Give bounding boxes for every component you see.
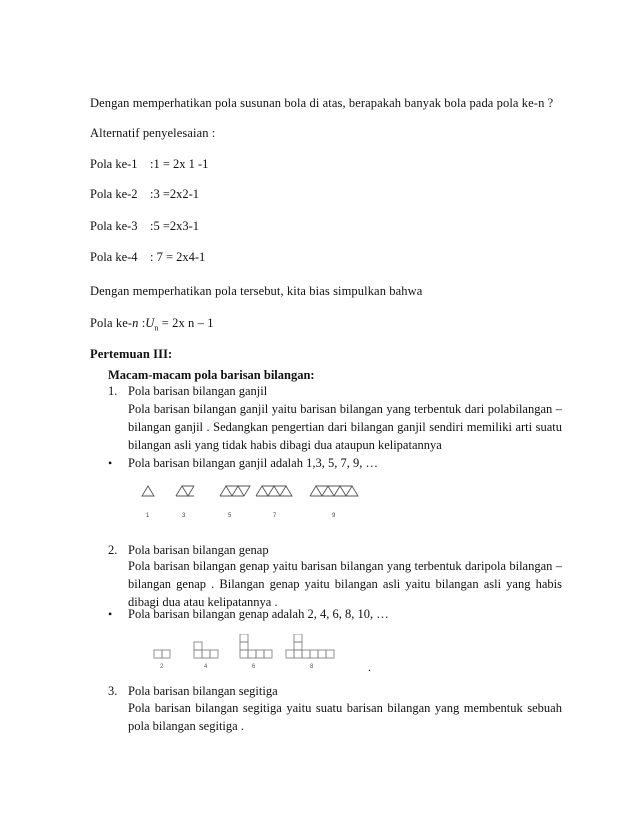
square-shape-4b [194,650,202,658]
list-item-3-body [128,699,562,735]
formula-subscript: n [154,323,159,333]
square-shape-6b [240,642,248,650]
bullet-text: Pola barisan bilangan ganjil adalah 1,3, 5, 7, 9, … [128,456,378,470]
figure-label-4: 4 [204,664,208,670]
pattern-label: Pola ke-1 [90,157,138,171]
triangle-shape-5 [220,486,244,496]
general-formula [90,316,214,333]
bullet-dot: • [108,607,113,621]
triangle-shape-3 [176,486,194,496]
formula-u: U [145,316,155,330]
conclusion-text: Dengan memperhatikan pola tersebut, kita bias simpulkan bahwa [90,284,423,298]
square-shape-2b [162,650,170,658]
figure-label-8: 8 [310,664,314,670]
odd-pattern-figure [140,484,370,522]
alternative-solution-heading: Alternatif penyelesaian : [90,126,216,140]
body-line: Pola barisan bilangan genap yaitu barisan bilangan yang terbentuk daripola bilangan – [128,559,562,573]
triangle-shape-1 [142,486,154,496]
body-line: Pola barisan bilangan ganjil yaitu barisan bilangan yang terbentuk dari polabilangan – [128,402,562,416]
trailing-dot: . [368,660,371,674]
square-shape-8d [302,650,310,658]
square-shape-6e [256,650,264,658]
square-shape-8b [294,642,302,650]
square-shape-4d [210,650,218,658]
list-title: Pola barisan bilangan ganjil [128,384,268,398]
square-shape-6c [240,650,248,658]
square-shape-4a [194,642,202,650]
list-item-2-title [108,543,269,558]
section-heading: Macam-macam pola barisan bilangan: [108,368,315,382]
figure-label-2: 2 [160,664,164,670]
square-shape-6d [248,650,256,658]
pattern-label: Pola ke-4 [90,250,138,264]
square-shape-4c [202,650,210,658]
pattern-value: :5 =2x3-1 [150,219,200,233]
square-shape-8e [310,650,318,658]
formula-prefix: Pola ke- [90,316,133,330]
list-item-2-body [128,557,562,611]
bullet-dot: • [108,456,113,470]
body-line: bilangan asli yang tidak habis dibagi dua ataupun kelipatannya [128,438,442,452]
square-shape-6a [240,634,248,642]
square-shape-8g [326,650,334,658]
square-shape-8a [294,634,302,642]
pattern-row-4 [90,250,205,265]
triangle-shape-5b [238,486,250,496]
figure-label-5: 5 [228,513,232,519]
list-item-1-body [128,400,562,454]
figure-label-6: 6 [252,664,256,670]
square-shape-8c [294,650,302,658]
formula-rest: = 2x n – 1 [158,316,214,330]
pattern-row-1 [90,157,208,172]
intro-question: Dengan memperhatikan pola susunan bola di atas, berapakah banyak bola pada pola ke-n ? [90,96,554,110]
bullet-text: Pola barisan bilangan genap adalah 2, 4, 6, 8, 10, … [128,607,389,621]
body-line: Pola barisan bilangan segitiga yaitu suatu barisan bilangan yang membentuk sebuah [128,701,562,715]
body-line: bilangan ganjil . Sedangkan pengertian dari bilangan ganjil sendiri memiliki arti suatu [128,420,562,434]
square-shape-6f [264,650,272,658]
list-item-1-title [108,384,267,399]
pattern-label: Pola ke-3 [90,219,138,233]
even-pattern-figure [148,634,348,674]
pattern-row-3 [90,219,199,234]
body-line: bilangan genap . Bilangan genap yaitu bilangan asli yaitu bilangan asli yang habis [128,577,562,591]
square-shape-8f [318,650,326,658]
meeting-heading: Pertemuan III: [90,347,173,361]
formula-colon: : [138,316,146,330]
list-title: Pola barisan bilangan genap [128,543,269,557]
list-item-3-title [108,684,278,699]
list-number: 2. [108,543,118,557]
triangle-shape-9 [310,486,358,496]
pattern-value: :3 =2x2-1 [150,187,200,201]
body-line: dibagi dua atau kelipatannya . [128,595,278,609]
pattern-value: : 7 = 2x4-1 [150,250,206,264]
list-item-1-bullet [108,456,378,471]
list-number: 1. [108,384,118,398]
square-shape-8h [286,650,294,658]
list-title: Pola barisan bilangan segitiga [128,684,278,698]
figure-label-9: 9 [332,513,336,519]
square-shape-2a [154,650,162,658]
figure-label-7: 7 [273,513,277,519]
pattern-label: Pola ke-2 [90,187,138,201]
formula-n: n [132,316,139,330]
triangle-shape-7 [256,486,292,496]
list-item-2-bullet [108,607,389,622]
pattern-value: :1 = 2x 1 -1 [150,157,209,171]
pattern-row-2 [90,187,199,202]
body-line: pola bilangan segitiga . [128,719,244,733]
figure-label-1: 1 [146,513,150,519]
figure-label-3: 3 [182,513,186,519]
list-number: 3. [108,684,118,698]
